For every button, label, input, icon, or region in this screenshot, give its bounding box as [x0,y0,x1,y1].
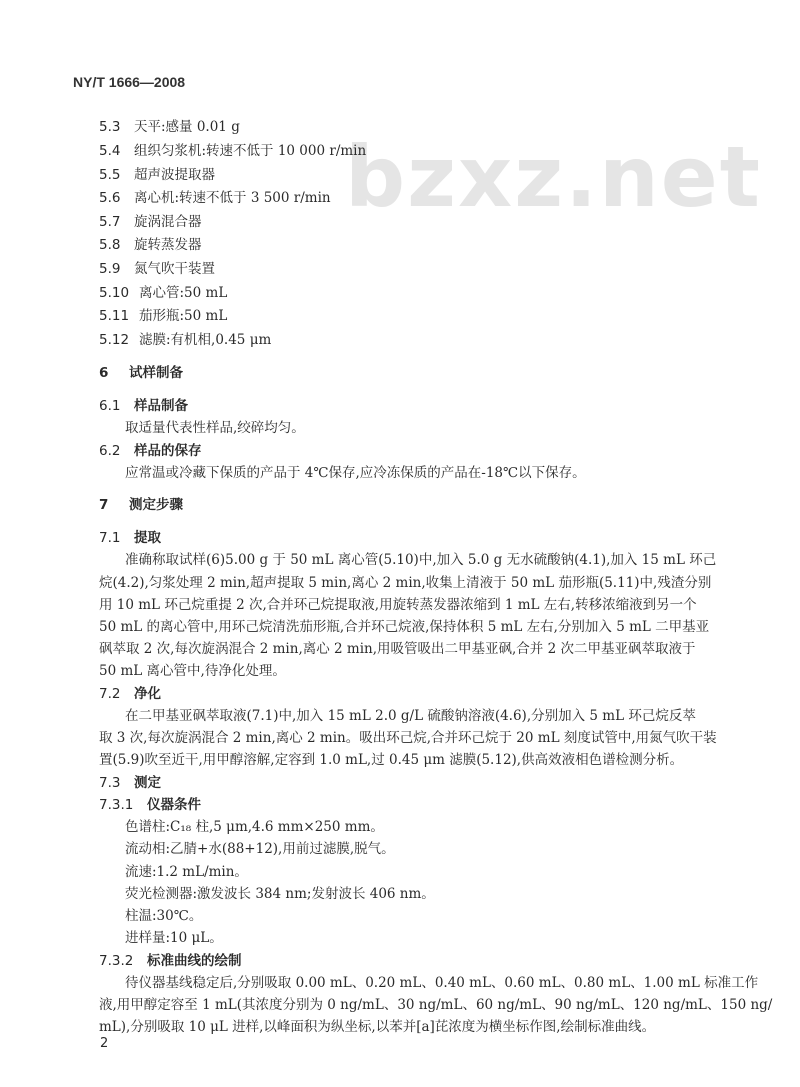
list-item: 5.12 滤膜:有机相,0.45 μm [99,332,272,348]
watermark: bzxz.net [345,128,762,226]
paragraph-line: 50 mL 离心管中,待净化处理。 [99,663,286,679]
standard-number-header: NY/T 1666—2008 [73,74,186,90]
paragraph-line: 准确称取试样(6)5.00 g 于 50 mL 离心管(5.10)中,加入 5.0 g 无水硫酸钠(4.1),加入 15 mL 环己 [125,552,717,568]
list-item: 5.7 旋涡混合器 [99,214,202,230]
list-item: 5.4 组织匀浆机:转速不低于 10 000 r/min [99,143,367,159]
paragraph-line: 荧光检测器:激发波长 384 nm;发射波长 406 nm。 [125,886,435,902]
paragraph-line: 进样量:10 μL。 [125,930,223,946]
paragraph-line: 色谱柱:C₁₈ 柱,5 μm,4.6 mm×250 mm。 [125,819,384,835]
section-heading: 6 试样制备 [99,365,183,381]
paragraph-line: 液,用甲醇定容至 1 mL(其浓度分别为 0 ng/mL、30 ng/mL、60 ng/mL、90 ng/mL、120 ng/mL、150 ng/ [99,997,773,1013]
paragraph-line: 柱温:30℃。 [125,908,203,924]
paragraph-line: 流速:1.2 mL/min。 [125,864,248,880]
paragraph-line: mL),分别吸取 10 μL 进样,以峰面积为纵坐标,以苯并[a]芘浓度为横坐标作图,绘制标准曲线。 [99,1019,656,1035]
list-item: 5.11 茄形瓶:50 mL [99,308,228,324]
paragraph-line: 流动相:乙腈+水(88+12),用前过滤膜,脱气。 [125,841,395,857]
section-heading: 7 测定步骤 [99,497,183,513]
paragraph-line: 50 mL 的离心管中,用环己烷清洗茄形瓶,合并环己烷液,保持体积 5 mL 左右,分别加入 5 mL 二甲基亚 [99,619,710,635]
subsection-heading: 7.2 净化 [99,686,161,702]
subsection-heading: 6.2 样品的保存 [99,443,202,459]
list-item: 5.6 离心机:转速不低于 3 500 r/min [99,190,331,206]
subsection-heading: 7.3 测定 [99,775,161,791]
paragraph-line: 应常温或冷藏下保质的产品于 4℃保存,应冷冻保质的产品在-18℃以下保存。 [125,465,586,481]
paragraph-line: 烷(4.2),匀浆处理 2 min,超声提取 5 min,离心 2 min,收集上清液于 50 mL 茄形瓶(5.11)中,残渣分别 [99,575,712,591]
paragraph-line: 待仪器基线稳定后,分别吸取 0.00 mL、0.20 mL、0.40 mL、0.60 mL、0.80 mL、1.00 mL 标准工作 [125,975,759,991]
subsection-heading: 7.3.2 标准曲线的绘制 [99,953,242,969]
paragraph-line: 用 10 mL 环己烷重提 2 次,合并环己烷提取液,用旋转蒸发器浓缩到 1 mL 左右,转移浓缩液到另一个 [99,597,697,613]
subsection-heading: 6.1 样品制备 [99,398,188,414]
paragraph-line: 在二甲基亚砜萃取液(7.1)中,加入 15 mL 2.0 g/L 硫酸钠溶液(4.6),分别加入 5 mL 环己烷反萃 [125,708,696,724]
paragraph-line: 砜萃取 2 次,每次旋涡混合 2 min,离心 2 min,用吸管吸出二甲基亚砜,合并 2 次二甲基亚砜萃取液于 [99,641,696,657]
list-item: 5.10 离心管:50 mL [99,285,228,301]
page-number: 2 [100,1036,109,1051]
list-item: 5.8 旋转蒸发器 [99,237,202,253]
subsection-heading: 7.1 提取 [99,530,161,546]
paragraph-line: 置(5.9)吹至近干,用甲醇溶解,定容到 1.0 mL,过 0.45 μm 滤膜(5.12),供高效液相色谱检测分析。 [99,752,684,768]
list-item: 5.3 天平:感量 0.01 g [99,119,240,135]
paragraph-line: 取适量代表性样品,绞碎均匀。 [125,420,305,436]
subsection-heading: 7.3.1 仪器条件 [99,797,201,813]
list-item: 5.5 超声波提取器 [99,167,215,183]
paragraph-line: 取 3 次,每次旋涡混合 2 min,离心 2 min。吸出环己烷,合并环己烷于 20 mL 刻度试管中,用氮气吹干装 [99,730,717,746]
list-item: 5.9 氮气吹干装置 [99,261,215,277]
